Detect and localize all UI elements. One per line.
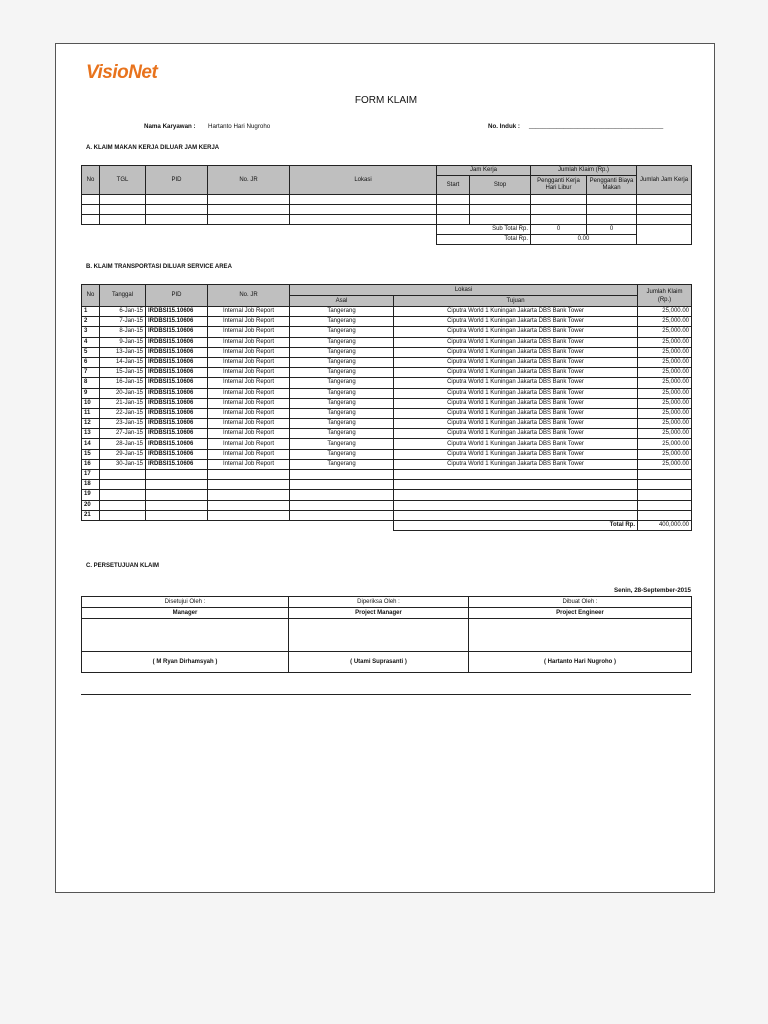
row-pid: IRDBSI15.10606 [146,449,208,459]
row-pid: IRDBSI15.10606 [146,337,208,347]
row-asal: Tangerang [290,327,394,337]
row-amount: 25,000.00 [638,449,692,459]
table-row [82,337,692,347]
table-row [82,215,692,225]
col-tgl: TGL [100,166,146,195]
row-pid: IRDBSI15.10606 [146,378,208,388]
col-tujuan: Tujuan [394,296,638,307]
row-no: 16 [82,459,100,469]
table-row [82,357,692,367]
row-pid: IRDBSI15.10606 [146,429,208,439]
table-row [82,327,692,337]
row-jr [208,500,290,510]
table-row [82,368,692,378]
row-asal: Tangerang [290,398,394,408]
table-row [82,470,692,480]
row-pid [146,510,208,520]
row-tujuan: Ciputra World 1 Kuningan Jakarta DBS Bank Tower [394,347,638,357]
approval-table [81,596,692,673]
row-pid [146,500,208,510]
col-no: No [82,166,100,195]
row-jr [208,510,290,520]
table-row [82,378,692,388]
row-date: 6-Jan-15 [100,307,146,317]
col-no: No [82,285,100,307]
table-row [82,205,692,215]
signature-box [289,619,469,652]
table-row [82,500,692,510]
row-asal [290,500,394,510]
row-amount [638,490,692,500]
row-tujuan: Ciputra World 1 Kuningan Jakarta DBS Bank Tower [394,388,638,398]
row-asal: Tangerang [290,449,394,459]
signature-box [469,619,692,652]
row-pid [146,480,208,490]
row-asal: Tangerang [290,347,394,357]
row-asal [290,490,394,500]
table-row [82,490,692,500]
transport-claim-table [81,284,692,531]
form-sheet [55,43,715,893]
row-date: 9-Jan-15 [100,337,146,347]
row-pid: IRDBSI15.10606 [146,368,208,378]
row-tujuan [394,480,638,490]
total-b-value: 400,000.00 [638,520,692,530]
col-jumlah-klaim: Jumlah Klaim (Rp.) [638,285,692,307]
row-asal: Tangerang [290,307,394,317]
approved-role: Manager [82,608,289,619]
row-no: 8 [82,378,100,388]
row-jr: Internal Job Report [208,317,290,327]
meal-claim-table [81,165,692,245]
row-no: 6 [82,357,100,367]
row-amount [638,510,692,520]
row-no: 14 [82,439,100,449]
col-nojr: No. JR [208,166,290,195]
row-amount: 25,000.00 [638,408,692,418]
table-row [82,317,692,327]
col-asal: Asal [290,296,394,307]
row-asal: Tangerang [290,378,394,388]
row-asal: Tangerang [290,408,394,418]
divider [81,694,691,695]
row-date: 16-Jan-15 [100,378,146,388]
row-date: 30-Jan-15 [100,459,146,469]
row-jr [208,490,290,500]
row-jr: Internal Job Report [208,408,290,418]
row-asal: Tangerang [290,337,394,347]
row-amount: 25,000.00 [638,459,692,469]
table-row [82,510,692,520]
row-no: 12 [82,419,100,429]
row-date [100,480,146,490]
row-no: 11 [82,408,100,418]
row-tujuan: Ciputra World 1 Kuningan Jakarta DBS Bank Tower [394,449,638,459]
row-amount: 25,000.00 [638,419,692,429]
row-asal [290,510,394,520]
col-jumlah-klaim: Jumlah Klaim (Rp.) [531,166,637,176]
row-asal: Tangerang [290,419,394,429]
approved-name: ( M Ryan Dirhamsyah ) [82,652,289,673]
row-jr: Internal Job Report [208,419,290,429]
row-date: 23-Jan-15 [100,419,146,429]
row-no: 1 [82,307,100,317]
row-tujuan [394,500,638,510]
row-pid: IRDBSI15.10606 [146,357,208,367]
col-nojr: No. JR [208,285,290,307]
row-jr: Internal Job Report [208,388,290,398]
row-no: 15 [82,449,100,459]
col-jumlah-jam: Jumlah Jam Kerja [637,166,692,195]
table-row [82,307,692,317]
row-tujuan: Ciputra World 1 Kuningan Jakarta DBS Bank Tower [394,439,638,449]
row-pid: IRDBSI15.10606 [146,419,208,429]
row-no: 3 [82,327,100,337]
table-row [82,388,692,398]
row-jr: Internal Job Report [208,347,290,357]
table-row [82,408,692,418]
col-tanggal: Tanggal [100,285,146,307]
row-amount [638,500,692,510]
row-pid: IRDBSI15.10606 [146,317,208,327]
col-lokasi: Lokasi [290,166,437,195]
row-tujuan [394,490,638,500]
row-amount: 25,000.00 [638,429,692,439]
total-b-label: Total Rp. [394,520,638,530]
row-jr: Internal Job Report [208,459,290,469]
row-pid: IRDBSI15.10606 [146,408,208,418]
row-amount: 25,000.00 [638,337,692,347]
row-pid: IRDBSI15.10606 [146,398,208,408]
checked-label: Diperiksa Oleh : [289,597,469,608]
table-row [82,449,692,459]
row-jr: Internal Job Report [208,327,290,337]
row-tujuan: Ciputra World 1 Kuningan Jakarta DBS Bank Tower [394,317,638,327]
section-b-title: B. KLAIM TRANSPORTASI DILUAR SERVICE AREA [86,264,232,270]
row-date: 29-Jan-15 [100,449,146,459]
row-date [100,500,146,510]
row-asal: Tangerang [290,357,394,367]
row-asal [290,480,394,490]
col-start: Start [437,176,470,195]
row-asal: Tangerang [290,317,394,327]
total-a-label: Total Rp. [437,235,531,245]
table-row [82,195,692,205]
row-pid: IRDBSI15.10606 [146,327,208,337]
row-amount: 25,000.00 [638,307,692,317]
row-no: 5 [82,347,100,357]
row-amount: 25,000.00 [638,398,692,408]
form-title: FORM KLAIM [354,95,418,106]
row-tujuan: Ciputra World 1 Kuningan Jakarta DBS Bank Tower [394,408,638,418]
row-date [100,510,146,520]
row-asal [290,470,394,480]
row-tujuan [394,470,638,480]
row-amount [638,470,692,480]
row-asal: Tangerang [290,429,394,439]
col-pengganti-libur: Pengganti Kerja Hari Libur [531,176,587,195]
row-no: 20 [82,500,100,510]
row-amount: 25,000.00 [638,439,692,449]
row-asal: Tangerang [290,388,394,398]
row-date: 22-Jan-15 [100,408,146,418]
row-date: 15-Jan-15 [100,368,146,378]
row-tujuan [394,510,638,520]
row-date: 27-Jan-15 [100,429,146,439]
row-no: 9 [82,388,100,398]
row-tujuan: Ciputra World 1 Kuningan Jakarta DBS Bank Tower [394,307,638,317]
table-row [82,459,692,469]
employee-name-label: Nama Karyawan : [144,123,196,130]
row-tujuan: Ciputra World 1 Kuningan Jakarta DBS Bank Tower [394,327,638,337]
row-date: 7-Jan-15 [100,317,146,327]
row-jr: Internal Job Report [208,337,290,347]
table-row [82,480,692,490]
row-no: 4 [82,337,100,347]
row-date: 28-Jan-15 [100,439,146,449]
row-pid [146,490,208,500]
row-amount: 25,000.00 [638,378,692,388]
row-pid: IRDBSI15.10606 [146,439,208,449]
row-date: 20-Jan-15 [100,388,146,398]
row-asal: Tangerang [290,368,394,378]
subtotal-libur: 0 [531,225,587,235]
section-a-title: A. KLAIM MAKAN KERJA DILUAR JAM KERJA [86,145,220,151]
row-no: 21 [82,510,100,520]
row-jr: Internal Job Report [208,357,290,367]
col-pid: PID [146,166,208,195]
row-no: 17 [82,470,100,480]
row-amount: 25,000.00 [638,347,692,357]
row-no: 18 [82,480,100,490]
row-tujuan: Ciputra World 1 Kuningan Jakarta DBS Bank Tower [394,429,638,439]
col-lokasi: Lokasi [290,285,638,296]
row-jr: Internal Job Report [208,439,290,449]
subtotal-label: Sub Total Rp. [437,225,531,235]
row-no: 19 [82,490,100,500]
col-pengganti-makan: Pengganti Biaya Makan [587,176,637,195]
row-no: 13 [82,429,100,439]
row-jr: Internal Job Report [208,429,290,439]
approval-date: Senin, 28-September-2015 [613,587,691,594]
row-jr [208,480,290,490]
row-pid: IRDBSI15.10606 [146,459,208,469]
row-no: 10 [82,398,100,408]
row-tujuan: Ciputra World 1 Kuningan Jakarta DBS Bank Tower [394,368,638,378]
row-amount: 25,000.00 [638,327,692,337]
row-amount: 25,000.00 [638,388,692,398]
row-no: 2 [82,317,100,327]
row-tujuan: Ciputra World 1 Kuningan Jakarta DBS Bank Tower [394,357,638,367]
table-row [82,429,692,439]
row-no: 7 [82,368,100,378]
row-asal: Tangerang [290,459,394,469]
row-jr: Internal Job Report [208,307,290,317]
checked-name: ( Utami Suprasanti ) [289,652,469,673]
made-name: ( Hartanto Hari Nugroho ) [469,652,692,673]
subtotal-makan: 0 [587,225,637,235]
row-date: 14-Jan-15 [100,357,146,367]
table-row [82,419,692,429]
row-amount [638,480,692,490]
row-jr: Internal Job Report [208,449,290,459]
induk-label: No. Induk : [488,123,520,130]
row-pid [146,470,208,480]
table-row [82,439,692,449]
visionet-logo: VisioNet [86,62,158,83]
row-amount: 25,000.00 [638,368,692,378]
row-date [100,470,146,480]
made-label: Dibuat Oleh : [469,597,692,608]
row-date: 13-Jan-15 [100,347,146,357]
table-row [82,347,692,357]
total-a-value: 0.00 [531,235,637,245]
row-pid: IRDBSI15.10606 [146,347,208,357]
made-role: Project Engineer [469,608,692,619]
row-jr [208,470,290,480]
row-pid: IRDBSI15.10606 [146,307,208,317]
row-amount: 25,000.00 [638,357,692,367]
approved-label: Disetujui Oleh : [82,597,289,608]
row-tujuan: Ciputra World 1 Kuningan Jakarta DBS Bank Tower [394,398,638,408]
row-tujuan: Ciputra World 1 Kuningan Jakarta DBS Bank Tower [394,459,638,469]
col-stop: Stop [470,176,531,195]
row-amount: 25,000.00 [638,317,692,327]
row-asal: Tangerang [290,439,394,449]
row-date: 8-Jan-15 [100,327,146,337]
row-tujuan: Ciputra World 1 Kuningan Jakarta DBS Bank Tower [394,378,638,388]
row-jr: Internal Job Report [208,378,290,388]
induk-value: _______________________________________ [529,122,664,129]
row-date: 21-Jan-15 [100,398,146,408]
employee-name-value: Hartanto Hari Nugroho [208,123,271,130]
section-c-title: C. PERSETUJUAN KLAIM [86,563,160,569]
row-date [100,490,146,500]
row-jr: Internal Job Report [208,368,290,378]
row-tujuan: Ciputra World 1 Kuningan Jakarta DBS Bank Tower [394,337,638,347]
checked-role: Project Manager [289,608,469,619]
signature-box [82,619,289,652]
col-pid: PID [146,285,208,307]
row-tujuan: Ciputra World 1 Kuningan Jakarta DBS Bank Tower [394,419,638,429]
row-jr: Internal Job Report [208,398,290,408]
col-jam-kerja: Jam Kerja [437,166,531,176]
table-row [82,398,692,408]
row-pid: IRDBSI15.10606 [146,388,208,398]
